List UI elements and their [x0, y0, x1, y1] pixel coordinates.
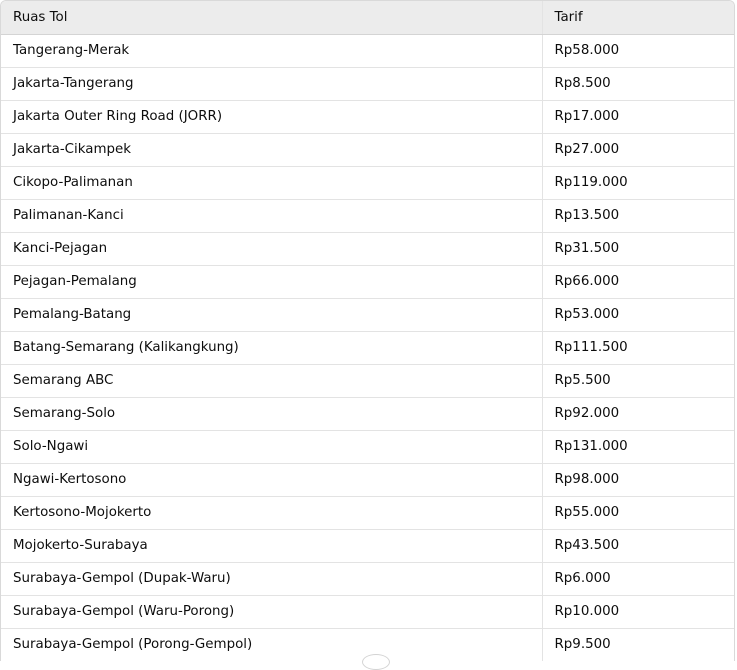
table-row [1, 199, 735, 232]
table-row [1, 463, 735, 496]
cell-ruas-tol: Ngawi-Kertosono [1, 463, 542, 496]
cell-tarif: Rp58.000 [542, 34, 735, 67]
cell-tarif: Rp55.000 [542, 496, 735, 529]
cell-ruas-tol: Mojokerto-Surabaya [1, 529, 542, 562]
cell-tarif: Rp27.000 [542, 133, 735, 166]
cell-ruas-tol: Surabaya-Gempol (Waru-Porong) [1, 595, 542, 628]
cell-tarif: Rp98.000 [542, 463, 735, 496]
column-header-ruas-tol: Ruas Tol [1, 1, 542, 34]
cell-tarif: Rp92.000 [542, 397, 735, 430]
table-row [1, 529, 735, 562]
cell-tarif: Rp31.500 [542, 232, 735, 265]
cell-tarif: Rp111.500 [542, 331, 735, 364]
cell-tarif: Rp43.500 [542, 529, 735, 562]
cell-tarif: Rp66.000 [542, 265, 735, 298]
table-row [1, 496, 735, 529]
toll-rate-table [1, 1, 735, 661]
cell-ruas-tol: Kanci-Pejagan [1, 232, 542, 265]
cell-tarif: Rp6.000 [542, 562, 735, 595]
table-row [1, 430, 735, 463]
cell-ruas-tol: Jakarta-Tangerang [1, 67, 542, 100]
table-row [1, 331, 735, 364]
cell-ruas-tol: Pemalang-Batang [1, 298, 542, 331]
cell-tarif: Rp119.000 [542, 166, 735, 199]
table-row [1, 298, 735, 331]
table-row [1, 397, 735, 430]
table-row [1, 595, 735, 628]
cell-tarif: Rp5.500 [542, 364, 735, 397]
cell-ruas-tol: Semarang-Solo [1, 397, 542, 430]
cell-tarif: Rp13.500 [542, 199, 735, 232]
table-row [1, 232, 735, 265]
table-header-row [1, 1, 735, 34]
cell-tarif: Rp17.000 [542, 100, 735, 133]
cell-tarif: Rp53.000 [542, 298, 735, 331]
table-row [1, 166, 735, 199]
column-header-tarif: Tarif [542, 1, 735, 34]
cell-ruas-tol: Surabaya-Gempol (Porong-Gempol) [1, 628, 542, 661]
cell-ruas-tol: Kertosono-Mojokerto [1, 496, 542, 529]
table-body [1, 34, 735, 661]
table-row [1, 67, 735, 100]
cell-tarif: Rp10.000 [542, 595, 735, 628]
cell-ruas-tol: Batang-Semarang (Kalikangkung) [1, 331, 542, 364]
cell-ruas-tol: Solo-Ngawi [1, 430, 542, 463]
cell-ruas-tol: Tangerang-Merak [1, 34, 542, 67]
table-row [1, 34, 735, 67]
cell-ruas-tol: Jakarta Outer Ring Road (JORR) [1, 100, 542, 133]
cell-ruas-tol: Surabaya-Gempol (Dupak-Waru) [1, 562, 542, 595]
cell-ruas-tol: Palimanan-Kanci [1, 199, 542, 232]
cell-tarif: Rp8.500 [542, 67, 735, 100]
table-row [1, 133, 735, 166]
cell-ruas-tol: Pejagan-Pemalang [1, 265, 542, 298]
cell-tarif: Rp9.500 [542, 628, 735, 661]
table-row [1, 562, 735, 595]
table-row [1, 265, 735, 298]
cell-ruas-tol: Semarang ABC [1, 364, 542, 397]
scroll-down-button[interactable] [362, 654, 390, 670]
cell-ruas-tol: Cikopo-Palimanan [1, 166, 542, 199]
table-row [1, 100, 735, 133]
table-row [1, 364, 735, 397]
cell-ruas-tol: Jakarta-Cikampek [1, 133, 542, 166]
cell-tarif: Rp131.000 [542, 430, 735, 463]
